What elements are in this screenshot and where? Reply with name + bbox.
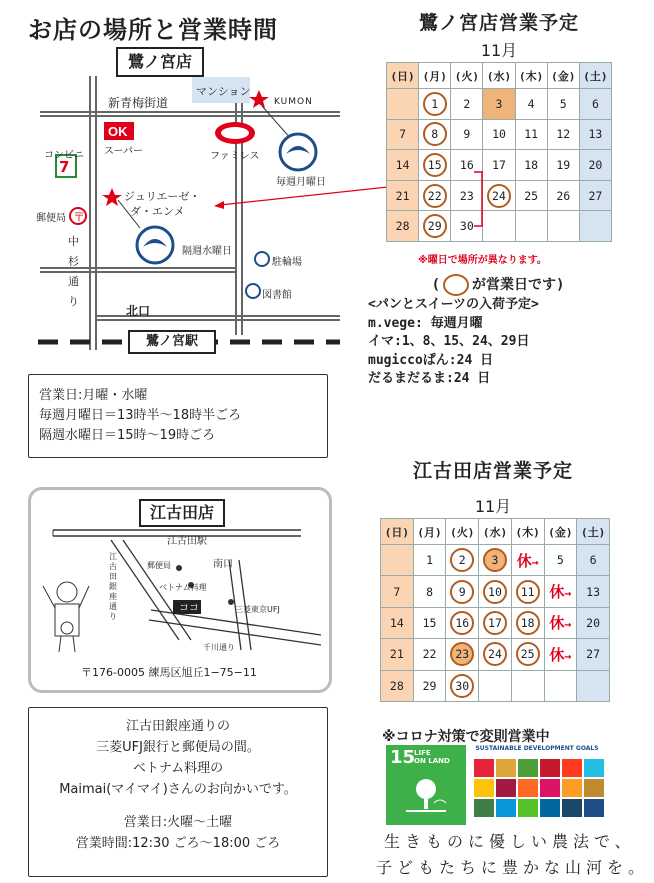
egota-header-0: (日) xyxy=(381,519,414,545)
sdg15-text1: LIFE xyxy=(414,749,431,757)
sdgs-board xyxy=(472,745,602,825)
sdg-tile xyxy=(584,799,604,817)
egota-day-cell: 15 xyxy=(413,607,446,638)
saginomiya-day-cell: 11 xyxy=(515,119,547,150)
open-day-circle: 25 xyxy=(516,642,540,666)
egota-map-title: 江古田店 xyxy=(139,499,225,527)
delivery-title: <パンとスイーツの入荷予定> xyxy=(368,297,539,312)
calendar-bracket xyxy=(472,170,492,230)
holiday-mark: 休 xyxy=(549,583,565,602)
egota-day-cell: 14 xyxy=(381,607,414,638)
saginomiya-day-cell: 12 xyxy=(547,119,579,150)
egota-day-cell xyxy=(544,607,577,638)
egota-day-cell xyxy=(446,607,479,638)
julieze-label-1: ジュリエーゼ・ xyxy=(124,190,201,203)
egota-day-cell xyxy=(511,576,544,607)
svg-text:〒: 〒 xyxy=(73,210,86,224)
svg-text:OK: OK xyxy=(108,124,128,139)
open-day-circle: 24 xyxy=(487,184,511,208)
calendar-to-map-arrow xyxy=(210,180,410,220)
post-office-label: 郵便局 xyxy=(36,213,66,224)
holiday-mark: 休 xyxy=(516,551,532,570)
saginomiya-station: 鷺ノ宮駅 xyxy=(128,330,216,354)
egota-calendar-title: 江古田店営業予定 xyxy=(412,460,573,482)
saginomiya-day-cell: 26 xyxy=(547,180,579,211)
saginomiya-calendar xyxy=(386,62,612,242)
saginomiya-hours-box xyxy=(28,374,328,458)
open-day-circle: 24 xyxy=(483,642,507,666)
saginomiya-day-cell: 17 xyxy=(483,150,515,181)
julieze-label-2: ダ・エンメ xyxy=(130,205,185,218)
saginomiya-day-cell: 5 xyxy=(547,89,579,120)
arrow-right-icon: → xyxy=(564,586,572,601)
supermarket-label: スーパー xyxy=(104,146,143,157)
saginomiya-calendar-month: 11月 xyxy=(480,41,518,60)
holiday-mark: 休 xyxy=(549,645,565,664)
saginomiya-day-cell: 23 xyxy=(451,180,483,211)
south-exit-label: 南口 xyxy=(213,559,233,570)
legend-open-text: が営業日です) xyxy=(472,277,565,293)
egota-day-cell: 27 xyxy=(577,639,610,670)
egota-day-cell xyxy=(446,670,479,701)
egota-hours-line3: ベトナム料理の xyxy=(132,761,224,776)
delivery-line2: イマ:1、8、15、24、29日 xyxy=(368,334,530,349)
senkawa-label: 千川通り xyxy=(203,643,235,652)
open-day-circle: 3 xyxy=(483,548,507,572)
egota-day-cell xyxy=(479,607,512,638)
saginomiya-day-cell: 14 xyxy=(387,150,419,181)
saginomiya-hours-line3: 隔週水曜日＝15時〜19時ごろ xyxy=(39,428,216,443)
egota-calendar xyxy=(380,518,610,702)
saginomiya-day-cell xyxy=(547,211,579,242)
egota-hours-line1: 江古田銀座通りの xyxy=(125,719,230,734)
open-day-circle: 23 xyxy=(450,642,474,666)
egota-day-cell xyxy=(479,576,512,607)
open-day-legend xyxy=(368,274,628,296)
saginomiya-header-1: (月) xyxy=(419,63,451,89)
sdgs-label: SUSTAINABLE DEVELOPMENT GOALS xyxy=(475,745,599,752)
north-exit-label: 北口 xyxy=(126,304,151,318)
parking-label: 駐輪場 xyxy=(272,257,302,268)
sdg-tile xyxy=(562,799,582,817)
egota-day-cell: 28 xyxy=(381,670,414,701)
bank-label: 三菱東京UFJ xyxy=(235,605,280,614)
egota-day-cell xyxy=(446,576,479,607)
sdg15-text2: ON LAND xyxy=(414,757,450,765)
sdg-tile xyxy=(518,799,538,817)
saginomiya-hours-line2: 毎週月曜日＝13時半〜18時半ごろ xyxy=(39,408,242,423)
saginomiya-day-cell xyxy=(419,180,451,211)
ginza-label: 江古田銀座通り xyxy=(109,552,117,621)
sdg-tile xyxy=(562,779,582,797)
open-day-circle: 16 xyxy=(450,611,474,635)
egota-day-cell xyxy=(479,670,512,701)
sdg-tile xyxy=(562,759,582,777)
delivery-line4: だるまだるま:24 日 xyxy=(368,371,491,386)
sdg-tile xyxy=(496,799,516,817)
saginomiya-day-cell xyxy=(419,89,451,120)
saginomiya-day-cell: 13 xyxy=(579,119,611,150)
egota-hours-line5: 営業日:火曜〜土曜 xyxy=(123,815,233,830)
sdg-tile xyxy=(540,759,560,777)
tree-icon xyxy=(386,745,466,825)
egota-day-cell xyxy=(511,607,544,638)
holiday-mark: 休 xyxy=(549,614,565,633)
egota-day-cell: 13 xyxy=(577,576,610,607)
saginomiya-hours-line1: 営業日:月曜・水曜 xyxy=(39,388,148,403)
saginomiya-day-cell xyxy=(419,119,451,150)
slogan-line1: 生きものに優しい農法で、 xyxy=(384,832,636,851)
egota-hours-line2: 三菱UFJ銀行と郵便局の間。 xyxy=(96,740,260,755)
egota-day-cell xyxy=(544,576,577,607)
open-day-circle: 2 xyxy=(450,548,474,572)
saginomiya-day-cell: 20 xyxy=(579,150,611,181)
egota-hours-box xyxy=(28,707,328,877)
sdgs-grid xyxy=(474,759,602,817)
saginomiya-day-cell: 6 xyxy=(579,89,611,120)
saginomiya-header-5: (金) xyxy=(547,63,579,89)
sdg15-number: 15 xyxy=(390,747,416,768)
egota-day-cell xyxy=(479,639,512,670)
open-day-circle: 17 xyxy=(483,611,507,635)
egota-post-label: 郵便局 xyxy=(147,561,171,570)
egota-day-cell xyxy=(577,670,610,701)
egota-day-cell: 8 xyxy=(413,576,446,607)
egota-day-cell xyxy=(544,670,577,701)
saginomiya-header-4: (木) xyxy=(515,63,547,89)
library-label: 図書館 xyxy=(262,290,292,301)
delivery-line1: m.vege: 毎週月曜 xyxy=(368,315,483,331)
saginomiya-calendar-title: 鷺ノ宮店営業予定 xyxy=(418,12,579,34)
open-day-circle: 30 xyxy=(450,674,474,698)
shin-ome-label: 新青梅街道 xyxy=(108,96,169,110)
saginomiya-day-cell: 9 xyxy=(451,119,483,150)
sdg-tile xyxy=(474,759,494,777)
page-title: お店の場所と営業時間 xyxy=(28,16,278,44)
alt-wednesday-label: 隔週水曜日 xyxy=(182,246,232,257)
legend-open-paren: ( xyxy=(431,277,440,293)
vietnam-label: ベトナム料理 xyxy=(159,583,207,592)
saginomiya-day-cell: 3 xyxy=(483,89,515,120)
egota-day-cell: 22 xyxy=(413,639,446,670)
open-day-circle: 9 xyxy=(450,580,474,604)
egota-day-cell xyxy=(446,639,479,670)
saginomiya-day-cell: 27 xyxy=(579,180,611,211)
egota-header-6: (土) xyxy=(577,519,610,545)
sdg-tile xyxy=(496,779,516,797)
egota-station-label: 江古田駅 xyxy=(167,536,207,547)
arrow-right-icon: → xyxy=(531,554,539,569)
sdg-tile xyxy=(518,759,538,777)
legend xyxy=(368,274,628,389)
saginomiya-map-title: 鷺ノ宮店 xyxy=(116,47,204,77)
saginomiya-day-cell xyxy=(419,211,451,242)
sdg-tile xyxy=(584,779,604,797)
saginomiya-day-cell xyxy=(419,150,451,181)
egota-day-cell: 21 xyxy=(381,639,414,670)
open-day-circle: 18 xyxy=(516,611,540,635)
saginomiya-day-cell xyxy=(579,211,611,242)
open-day-circle: 10 xyxy=(483,580,507,604)
svg-text:7: 7 xyxy=(59,158,70,176)
sdg-tile xyxy=(474,779,494,797)
sdg-tile xyxy=(540,799,560,817)
egota-day-cell xyxy=(511,545,544,576)
saginomiya-header-0: (日) xyxy=(387,63,419,89)
saginomiya-day-cell xyxy=(387,89,419,120)
egota-map xyxy=(28,487,332,693)
saginomiya-day-cell: 4 xyxy=(515,89,547,120)
saginomiya-day-cell: 28 xyxy=(387,211,419,242)
egota-day-cell xyxy=(446,545,479,576)
sdg15-tile xyxy=(386,745,466,825)
sdg-tile xyxy=(474,799,494,817)
open-day-circle: 29 xyxy=(423,214,447,238)
saginomiya-day-cell: 19 xyxy=(547,150,579,181)
svg-text:ココ: ココ xyxy=(179,603,199,614)
egota-header-1: (月) xyxy=(413,519,446,545)
egota-header-4: (木) xyxy=(511,519,544,545)
saginomiya-day-cell: 10 xyxy=(483,119,515,150)
egota-day-cell: 29 xyxy=(413,670,446,701)
saginomiya-day-cell: 21 xyxy=(387,180,419,211)
mansion-label: マンション xyxy=(196,85,251,98)
egota-header-3: (水) xyxy=(479,519,512,545)
saginomiya-day-cell: 30 xyxy=(451,211,483,242)
egota-day-cell: 20 xyxy=(577,607,610,638)
egota-hours-line4: Maimai(マイマイ)さんのお向かいです。 xyxy=(59,782,297,797)
open-day-circle: 8 xyxy=(423,122,447,146)
arrow-right-icon: → xyxy=(564,648,572,663)
sdg-tile xyxy=(540,779,560,797)
egota-hours-line6: 営業時間:12:30 ごろ〜18:00 ごろ xyxy=(75,836,281,851)
egota-day-cell xyxy=(511,639,544,670)
egota-day-cell: 5 xyxy=(544,545,577,576)
egota-header-2: (火) xyxy=(446,519,479,545)
saginomiya-calendar-note: ※曜日で場所が異なります。 xyxy=(418,255,547,266)
circle-icon xyxy=(443,274,469,296)
sdg-tile xyxy=(518,779,538,797)
family-restaurant-label: ファミレス xyxy=(210,151,260,162)
saginomiya-day-cell: 18 xyxy=(515,150,547,181)
arrow-right-icon: → xyxy=(564,617,572,632)
open-day-circle: 22 xyxy=(423,184,447,208)
egota-day-cell: 6 xyxy=(577,545,610,576)
saginomiya-day-cell: 16 xyxy=(451,150,483,181)
saginomiya-header-2: (火) xyxy=(451,63,483,89)
slogan-line2: 子どもたちに豊かな山河を。 xyxy=(376,858,650,877)
open-day-circle: 15 xyxy=(423,153,447,177)
kumon-label: KUMON xyxy=(274,97,313,107)
saginomiya-day-cell: 2 xyxy=(451,89,483,120)
open-day-circle: 11 xyxy=(516,580,540,604)
saginomiya-day-cell xyxy=(515,211,547,242)
saginomiya-header-3: (水) xyxy=(483,63,515,89)
egota-header-5: (金) xyxy=(544,519,577,545)
sdg-tile xyxy=(496,759,516,777)
egota-day-cell xyxy=(381,545,414,576)
saginomiya-day-cell: 7 xyxy=(387,119,419,150)
egota-day-cell: 7 xyxy=(381,576,414,607)
corona-notice: ※コロナ対策で変則営業中 xyxy=(382,729,550,745)
every-monday-label: 毎週月曜日 xyxy=(276,177,326,188)
egota-calendar-month: 11月 xyxy=(474,497,512,516)
saginomiya-header-6: (土) xyxy=(579,63,611,89)
sdg-tile xyxy=(584,759,604,777)
egota-address: 〒176-0005 練馬区旭丘1−75−11 xyxy=(81,666,257,679)
egota-day-cell: 1 xyxy=(413,545,446,576)
open-day-circle: 1 xyxy=(423,92,447,116)
egota-day-cell xyxy=(511,670,544,701)
egota-day-cell xyxy=(544,639,577,670)
delivery-line3: mugiccoぱん:24 日 xyxy=(368,352,494,368)
nakasugi-label: 中杉通り xyxy=(68,235,79,308)
saginomiya-day-cell: 25 xyxy=(515,180,547,211)
egota-day-cell xyxy=(479,545,512,576)
convenience-label: コンビニ xyxy=(44,150,84,161)
